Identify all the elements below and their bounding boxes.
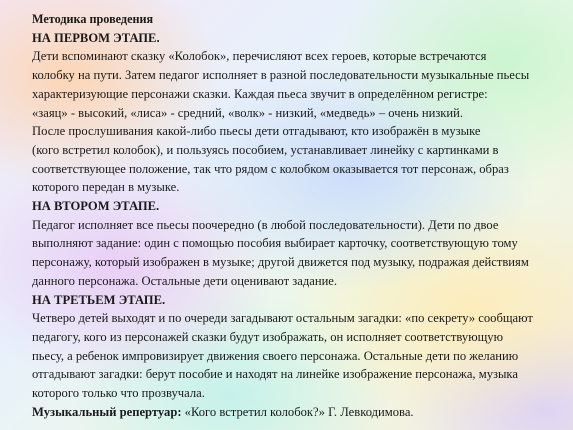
paragraph-line: данного персонажа. Остальные дети оценивают задание. xyxy=(32,273,338,288)
repertoire-line xyxy=(32,403,567,422)
paragraph-line: После прослушивания какой-либо пьесы дети отгадывают, кто изображён в музыке xyxy=(32,124,481,139)
paragraph-line: которого передан в музыке. xyxy=(32,180,180,195)
paragraph-line: Четверо детей выходят и по очереди загадывают остальным загадки: «по секрету» сообщают xyxy=(32,311,533,326)
paragraph-line: Дети вспоминают сказку «Колобок», перечисляют всех героев, которые встречаются xyxy=(32,49,487,64)
paragraph-line: отгадывают загадки: берут пособие и находят на линейке изображение персонажа, музыка xyxy=(32,367,518,382)
paragraph-line: характеризующие персонажи сказки. Каждая пьеса звучит в определённом регистре: xyxy=(32,86,488,101)
paragraph-line: педагогу, кого из персонажей сказки будут изображать, он исполняет соответствующую xyxy=(32,329,504,344)
paragraph-line: «заяц» - высокий, «лиса» - средний, «волк» - низкий, «медведь» – очень низкий. xyxy=(32,105,464,120)
paragraph-line: персонажу, который изображен в музыке; другой движется под музыку, подражая действиям xyxy=(32,255,529,270)
repertoire-label: Музыкальный репертуар: xyxy=(32,404,182,419)
paragraph-line: которого только что прозвучала. xyxy=(32,386,205,401)
paragraph-line: соответствующее положение, так что рядом с колобком оказывается тот персонаж, образ xyxy=(32,161,509,176)
slide-text xyxy=(32,10,567,421)
repertoire-text: «Кого встретил колобок?» Г. Левкодимова. xyxy=(181,404,414,419)
paragraph-line: пьесу, а ребенок импровизирует движения своего персонажа. Остальные дети по желанию xyxy=(32,348,519,363)
stage-heading-1: НА ПЕРВОМ ЭТАПЕ. xyxy=(32,30,160,45)
paragraph-line: (кого встретил колобок), и пользуясь пособием, устанавливает линейку с картинками в xyxy=(32,142,499,157)
paragraph-line: выполняют задание: один с помощью пособия выбирает карточку, соответствующую тому xyxy=(32,236,518,251)
paragraph-line: Педагог исполняет все пьесы поочередно (в любой последовательности). Дети по двое xyxy=(32,217,499,232)
section-title: Методика проведения xyxy=(32,12,154,26)
paragraph-line: колобку на пути. Затем педагог исполняет в разной последовательности музыкальные пьесы xyxy=(32,68,530,83)
stage-heading-2: НА ВТОРОМ ЭТАПЕ. xyxy=(32,199,160,214)
stage-heading-3: НА ТРЕТЬЕМ ЭТАПЕ. xyxy=(32,292,166,307)
